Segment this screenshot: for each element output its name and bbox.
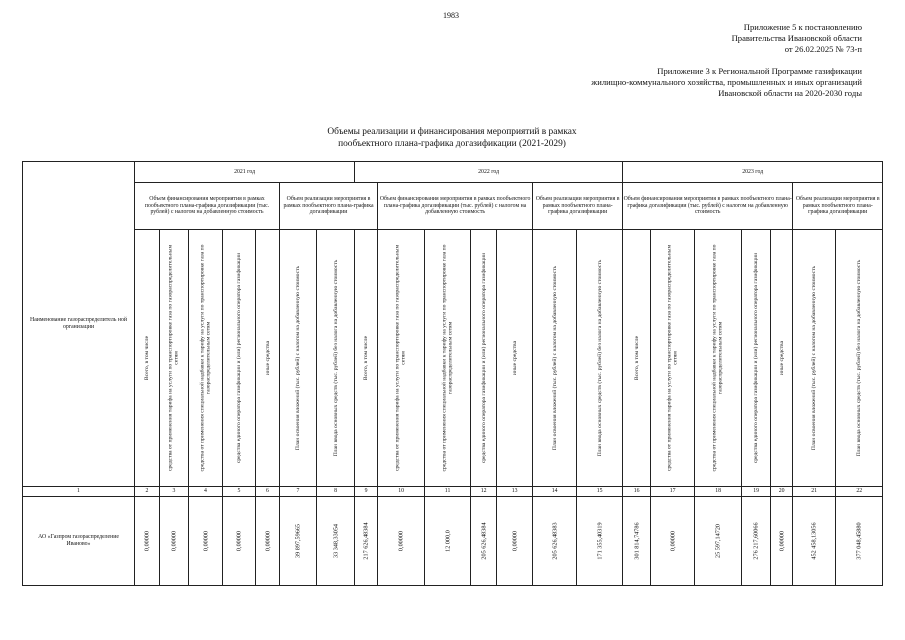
year-header-2021: 2021 год <box>135 162 355 183</box>
value-cell: 0,00000 <box>223 497 256 586</box>
value-cell: 0,00000 <box>135 497 160 586</box>
column-number: 8 <box>317 487 355 497</box>
column-number: 17 <box>651 487 695 497</box>
column-number: 22 <box>836 487 883 497</box>
title-line: Объемы реализации и финансирования мероприятий в рамках <box>327 127 577 137</box>
column-number: 20 <box>771 487 793 497</box>
col-header-operator-2021: средства единого оператора газификации и (или) регионального оператора газификации <box>223 230 256 487</box>
table-row <box>23 497 883 586</box>
title-line: пообъектного плана-графика догазификации (2021-2029) <box>338 138 566 149</box>
value-cell: 217 626,48384 <box>355 497 378 586</box>
column-number: 9 <box>355 487 378 497</box>
appendix-line: Приложение 3 к Региональной Программе газификации <box>657 66 862 76</box>
col-header-fixed-assets-2023: План ввода основных средств (тыс. рублей) без налога на добавленную стоимость <box>836 230 883 487</box>
value-cell: 39 897,59665 <box>280 497 317 586</box>
value-cell: 0,00000 <box>189 497 223 586</box>
col-header-capex-plan-2023: План освоения вложений (тыс. рублей) с налогом на добавленную стоимость <box>793 230 836 487</box>
value-cell: 0,00000 <box>497 497 533 586</box>
col-header-capex-plan-2021: План освоения вложений (тыс. рублей) с налогом на добавленную стоимость <box>280 230 317 487</box>
value-cell: 377 048,45880 <box>836 497 883 586</box>
appendix-line: Приложение 5 к постановлению <box>743 22 862 32</box>
col-header-fixed-assets-2022: План ввода основных средств (тыс. рублей) без налога на добавленную стоимость <box>577 230 623 487</box>
col-header-total-2023: Всего, в том числе <box>623 230 651 487</box>
value-cell: 0,00000 <box>651 497 695 586</box>
column-number: 10 <box>378 487 425 497</box>
col-header-other-2022: иные средства <box>497 230 533 487</box>
value-cell: 25 597,14720 <box>695 497 742 586</box>
column-number: 19 <box>742 487 771 497</box>
year-header-2022: 2022 год <box>355 162 623 183</box>
year-header-2023: 2023 год <box>623 162 883 183</box>
column-number: 3 <box>160 487 189 497</box>
column-number: 14 <box>533 487 577 497</box>
funding-group-header-2021: Объем финансирования мероприятия в рамках пообъектного плана-графика догазификации (тыс. рублей) с налогом на добавленную стоимость <box>135 183 280 230</box>
financing-table <box>22 161 883 586</box>
column-number: 6 <box>256 487 280 497</box>
col-header-tariff-2023: средства от применения тарифа на услуги по транспортировке газа по газораспределительным сетям <box>651 230 695 487</box>
page-number: 1983 <box>443 11 459 20</box>
col-header-operator-2023: средства единого оператора газификации и (или) регионального оператора газификации <box>742 230 771 487</box>
column-number: 12 <box>471 487 497 497</box>
appendix-reference-program <box>591 66 862 99</box>
appendix-line: Ивановской области на 2020-2030 годы <box>718 88 862 98</box>
funding-group-header-2022: Объем финансирования мероприятия в рамках пообъектного плана-графика догазификации (тыс. рублей) с налогом на добавленную стоимость <box>378 183 533 230</box>
col-header-markup-2023: средства от применения специальной надбавки к тарифу на услуги по транспортировке газа по газораспределительным сетям <box>695 230 742 487</box>
column-number: 1 <box>23 487 135 497</box>
column-number-row <box>23 487 883 497</box>
value-cell: 12 000,0 <box>425 497 471 586</box>
col-header-other-2023: иные средства <box>771 230 793 487</box>
volume-group-header-2023: Объем реализации мероприятия в рамках пообъектного плана-графика догазификации <box>793 183 883 230</box>
column-number: 16 <box>623 487 651 497</box>
col-header-fixed-assets-2021: План ввода основных средств (тыс. рублей) без налога на добавленную стоимость <box>317 230 355 487</box>
value-cell: 33 348,33054 <box>317 497 355 586</box>
funding-group-header-2023: Объем финансирования мероприятия в рамках пообъектного плана-графика догазификации (тыс. рублей) с налогом на добавленную стоимость <box>623 183 793 230</box>
col-header-tariff-2022: средства от применения тарифа на услуги по транспортировке газа по газораспределительным сетям <box>378 230 425 487</box>
org-name-cell: АО «Газпром газораспределение Иваново» <box>23 497 135 586</box>
value-cell: 205 626,48383 <box>533 497 577 586</box>
value-cell: 171 355,40319 <box>577 497 623 586</box>
value-cell: 205 626,48384 <box>471 497 497 586</box>
org-name-header: Наименование газораспределитель ной организации <box>23 162 135 487</box>
column-number: 2 <box>135 487 160 497</box>
volume-group-header-2021: Объем реализации мероприятия в рамках пообъектного плана-графика догазификации <box>280 183 378 230</box>
col-header-total-2022: Всего, в том числе <box>355 230 378 487</box>
value-cell: 0,00000 <box>256 497 280 586</box>
appendix-line: Правительства Ивановской области <box>731 33 862 43</box>
col-header-markup-2021: средства от применения специальной надбавки к тарифу на услуги по транспортировке газа по газораспределительным сетям <box>189 230 223 487</box>
value-cell: 0,00000 <box>378 497 425 586</box>
column-number: 21 <box>793 487 836 497</box>
column-number: 15 <box>577 487 623 497</box>
value-cell: 0,00000 <box>160 497 189 586</box>
appendix-line: жилищно-коммунального хозяйства, промышленных и иных организаций <box>591 77 862 87</box>
value-cell: 301 814,74786 <box>623 497 651 586</box>
value-cell: 0,00000 <box>771 497 793 586</box>
col-header-tariff-2021: средства от применения тарифа на услуги по транспортировке газа по газораспределительным сетям <box>160 230 189 487</box>
document-title <box>250 127 654 150</box>
column-number: 13 <box>497 487 533 497</box>
col-header-other-2021: иные средства <box>256 230 280 487</box>
col-header-operator-2022: средства единого оператора газификации и (или) регионального оператора газификации <box>471 230 497 487</box>
appendix-line: от 26.02.2025 № 73-п <box>784 44 862 54</box>
col-header-markup-2022: средства от применения специальной надбавки к тарифу на услуги по транспортировке газа по газораспределительным сетям <box>425 230 471 487</box>
volume-group-header-2022: Объем реализации мероприятия в рамках пообъектного плана-графика догазификации <box>533 183 623 230</box>
appendix-reference-decree <box>732 22 862 55</box>
column-number: 7 <box>280 487 317 497</box>
column-number: 11 <box>425 487 471 497</box>
column-number: 18 <box>695 487 742 497</box>
value-cell: 452 458,13056 <box>793 497 836 586</box>
value-cell: 276 217,60066 <box>742 497 771 586</box>
col-header-capex-plan-2022: План освоения вложений (тыс. рублей) с налогом на добавленную стоимость <box>533 230 577 487</box>
column-number: 4 <box>189 487 223 497</box>
column-number: 5 <box>223 487 256 497</box>
col-header-total-2021: Всего, в том числе <box>135 230 160 487</box>
